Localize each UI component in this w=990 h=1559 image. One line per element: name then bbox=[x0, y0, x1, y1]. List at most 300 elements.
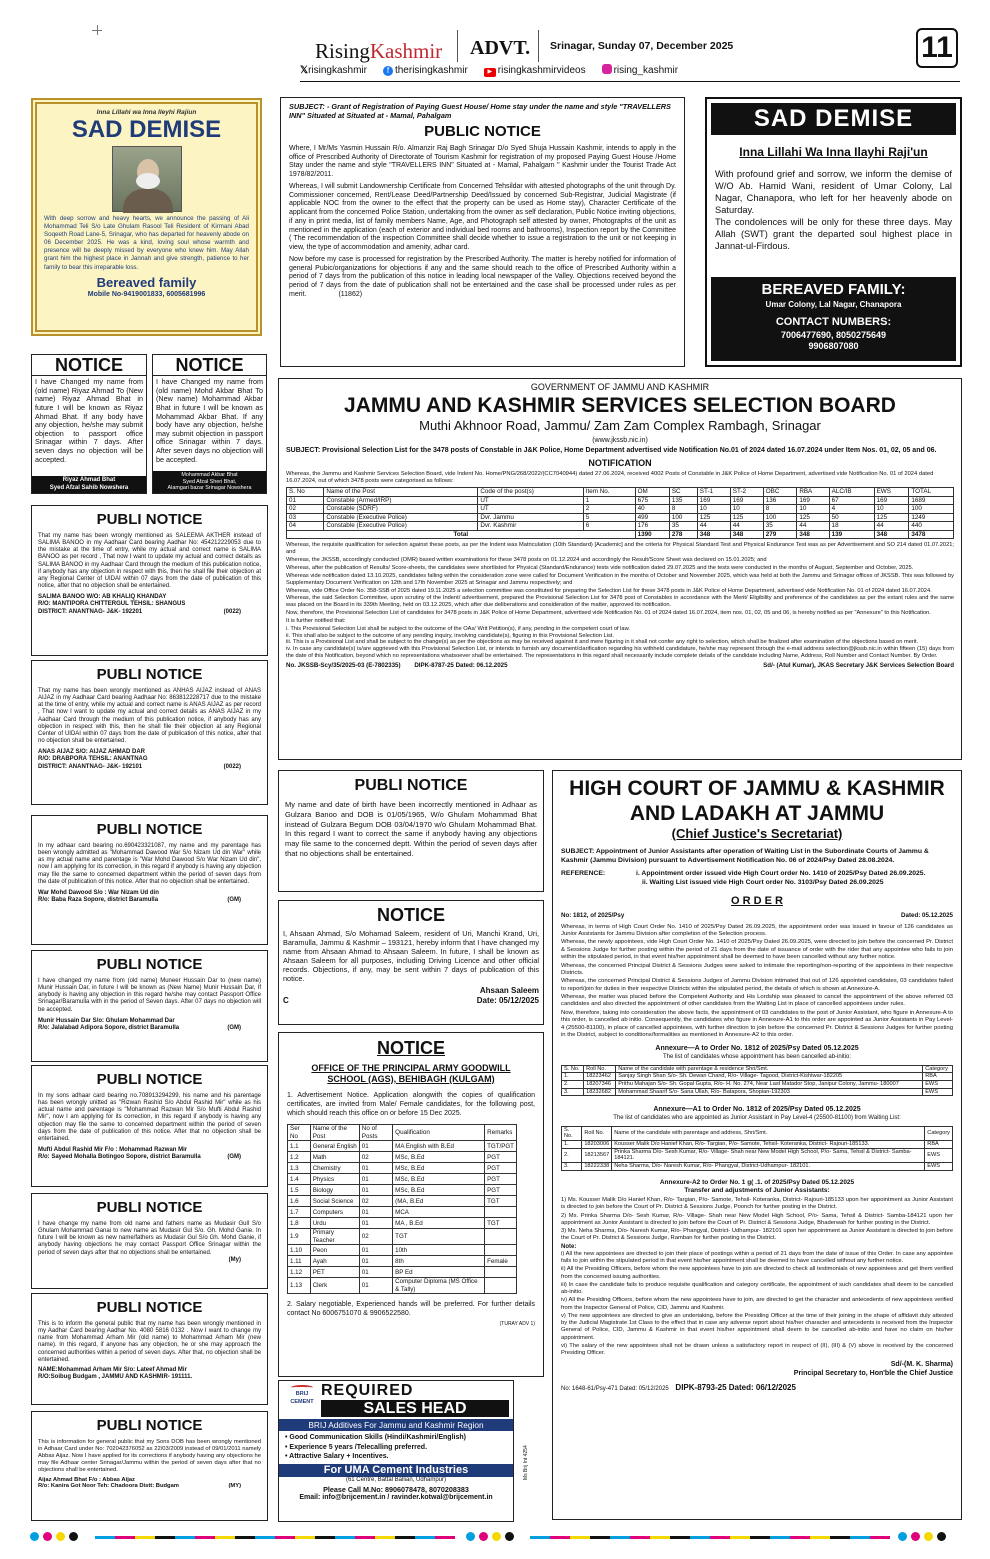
table-cell bbox=[485, 1245, 517, 1256]
logo-rising: Rising bbox=[315, 39, 370, 63]
mobile-numbers: Mobile No-9419001833, 6005681996 bbox=[87, 290, 206, 298]
table-cell: Peon bbox=[310, 1245, 359, 1256]
table-cell: 10th bbox=[393, 1245, 485, 1256]
table-cell: 169 bbox=[874, 496, 909, 505]
bereaved-family: Bereaved family bbox=[96, 274, 197, 290]
table-row bbox=[288, 1141, 517, 1152]
table-header-cell: Name of the candidate with parentage & residence Shri/Smt. bbox=[616, 1065, 923, 1073]
table-row bbox=[288, 1152, 517, 1163]
list-item: v) The new appointees are directed to give an undertaking, before the Presiding Officer at the time of their joining in the shape of affidavit duly attested by the Judicial Magistrate 1st Class to the effect that in case any adverse report about his/her character and antecedents is received from the Inspector General of Police, CID, Jammu & Kashmir in that event his/her appointment shall deem to be cancelled ab-initio and have no claim on his/her appointment. bbox=[561, 1312, 953, 1341]
bereaved-block bbox=[711, 277, 956, 361]
dateline: Srinagar, Sunday 07, December 2025 bbox=[550, 40, 734, 52]
table-row bbox=[562, 1088, 953, 1096]
table-cell: 44 bbox=[730, 522, 763, 531]
notice-body: That my name has been wrongly mentioned as SALEEMA AKTHER instead of SALIMA BANOO in my Aadhaar Card bearing Aadhar No: 454212229053 due to the mistake at the time of entry, while my actual and correct name is SALIMA BANOO as per record , That now I want to update my actual and correct details as SALIMA BANOO in my Aadhaar Card through the medium of this publication notice, if anybody has any objection in respect with this, then he shall file their objection at any Regional Center of UIDAI within 07 days from the date of publication of this notice, after that no objection shall be entertained. bbox=[38, 532, 261, 590]
table-header-cell: Name of the candidate with parentage and address, Shri/Smt. bbox=[612, 1126, 925, 1140]
table-cell: 10 bbox=[697, 505, 730, 514]
notice-title: PUBLI NOTICE bbox=[96, 1071, 203, 1088]
table-cell: 02 bbox=[359, 1196, 392, 1207]
deceased-photo bbox=[112, 146, 182, 212]
reg-mark-k bbox=[505, 1532, 514, 1541]
table-cell: 1. bbox=[562, 1141, 582, 1149]
notice-title: PUBLI NOTICE bbox=[96, 1417, 203, 1434]
table-cell: TGT/PGT bbox=[485, 1141, 517, 1152]
notice-body: That my name has been wrongly mentioned as ANHAS AIJAZ instead of ANAS AIJAZ in my Aadhaar Card bearing Aadhaar No: 863812228717 due to the mistake at the time of entry, while my actual and correct name is ANAS AIJAZ as per record , That now I want to update my actual and correct details as ANAS AIJAZ in my Aadhaar Card through the medium of this publication notice, if anybody has any objection in respect with this, then he shall file their objection at any Regional Center of UIDAI within 07 days from the date of publication of this notice, after that no objection shall be entertained. bbox=[38, 687, 261, 745]
table-cell: 125 bbox=[797, 513, 829, 522]
ags-notice bbox=[278, 1032, 544, 1377]
table-row bbox=[288, 1218, 517, 1229]
table-cell: 1.12 bbox=[288, 1267, 311, 1278]
publi-notice-3 bbox=[31, 815, 268, 945]
table-header-cell: TOTAL bbox=[909, 488, 954, 497]
table-header-cell: S. No bbox=[287, 488, 324, 497]
court-subtitle: (Chief Justice's Secretariat) bbox=[671, 826, 843, 841]
board-website[interactable]: (www.jkssb.nic.in) bbox=[592, 436, 648, 444]
table-cell: 1.6 bbox=[288, 1196, 311, 1207]
table-cell: 8 bbox=[669, 505, 697, 514]
registration-marks-left bbox=[30, 1532, 90, 1544]
table-cell: Total bbox=[287, 530, 636, 539]
table-cell: 4 bbox=[829, 505, 874, 514]
notice-title: PUBLI NOTICE bbox=[96, 1299, 203, 1316]
table-header-cell: No of Posts bbox=[359, 1125, 392, 1141]
table-cell: 1.9 bbox=[288, 1229, 311, 1245]
table-cell: 125 bbox=[730, 513, 763, 522]
table-row bbox=[562, 1148, 953, 1162]
table-cell: Chemistry bbox=[310, 1163, 359, 1174]
table-header-cell: S. No. bbox=[562, 1126, 582, 1140]
table-cell: UT bbox=[478, 496, 583, 505]
table-cell: Prithu Mahajan S/o- Sh. Gopal Gupta, R/o- H. No. 274, Near Last Matador Stop, Janipur Colony, Jammu- 180007 bbox=[616, 1080, 923, 1088]
reg-mark-y bbox=[924, 1532, 933, 1541]
table-cell: BP Ed bbox=[393, 1267, 485, 1278]
sad-demise-body: With deep sorrow and heavy hearts, we announce the passing of Ali Mohammad Teli S/o Late Ghulam Rasool Teli Resident of Kirmani Abad Soqeeth Road Lane-5, Srinagar, who has departed for heavenly abode on 06 December 2025. He was a kind, loving soul whose warmth and presence will be deeply missed by everyone who knew him. May Allah grant him the highest place in Jannah and give strength, patience to her family to bear this irreparable loss. bbox=[44, 215, 249, 271]
table-cell: Computer Diploma (MS Office & Tally) bbox=[393, 1278, 485, 1294]
order-no-line: No: 1812, of 2025/Psy Dated: 05.12.2025 bbox=[561, 911, 953, 919]
divider bbox=[457, 30, 458, 62]
table-cell: 1 bbox=[583, 496, 635, 505]
table-cell: TGT bbox=[485, 1218, 517, 1229]
list-item: • Attractive Salary + Incentives. bbox=[285, 1453, 389, 1461]
notice-body: In my adhaar card bearing no.690423321087, my name and my parentage has been wrongly admitted as "Mohammad Dawood War S/o Nizam Ud din War" while as my actual name and parentage is "War Mohd Dawood S/o War Nizam Ud din", now I am applying for its correction, in this regard if anybody is having any objection may file the same to concerned department within the period of seven days from the date of publication of this notice. After that no objection shall be entertained. bbox=[38, 842, 261, 885]
person-beard bbox=[136, 173, 160, 189]
table-cell: 01 bbox=[359, 1163, 392, 1174]
footer-line: No. JKSSB-Scy/35/2025-03 (E-7802335) DIPK-8787-25 Dated: 06.12.2025 Sd/- (Atul Kumar), JKAS Secretary J&K Services Selection Board bbox=[286, 661, 954, 669]
dua-line: Inna Lillahi wa Inna Ileyhi Rajiun bbox=[96, 109, 197, 116]
table-cell: 18203006 bbox=[582, 1141, 612, 1149]
notice-body: This is to inform the general public that my name has been wrongly mentioned in my Aadhar Card bearing Aadhar No. 4080 5816 0132 . Now I want to change my name from Mohammad Arham Mir (old name) to Mohammad Arham Mir (new name). In this regard, if anyone has any objection, he or she may approach the concerned authorities within a period of seven days. After that, no objection shall be entertained. bbox=[38, 1320, 261, 1363]
annexure-a2-sub: Transfer and adjustments of Junior Assistants: bbox=[684, 1186, 830, 1194]
table-cell: 35 bbox=[669, 522, 697, 531]
paragraph: Whereas, the JKSSB, accordingly conducted (OMR) based written examinations for these 3478 posts on 01.12.2024 and accordingly the Result/Score Sheet was declared on 15.01.2025; and bbox=[286, 557, 767, 564]
paragraph: It is further notified that: bbox=[286, 617, 346, 624]
publi-notice-4 bbox=[31, 950, 268, 1062]
person-body bbox=[123, 189, 173, 213]
notice-body: I have changed my name from (old name) Muneer Hussain Dar to (new name) Munir Hussain Dar, in future I will be known as (New Name) Munir Hussain Dar, If anybody is having any objection in this regard he/she may contact Passport Office Srinagar/Baramulla with in the period of Seven days. After 07 days no objection will be accepted. bbox=[38, 977, 261, 1013]
table-cell: 01 bbox=[359, 1207, 392, 1218]
notice-ahsaan bbox=[278, 900, 544, 1025]
paragraph: Whereas, the requisite qualification for selection against these posts, as per the Indent was Matriculation (10th Standard) [Academic] and the criteria for Physical Standard Test and Physical Endurance Test was as per Advertisement and SO 214 dated 01.07.2021; and bbox=[286, 542, 954, 556]
table-cell: 03 bbox=[287, 513, 324, 522]
divider bbox=[538, 30, 539, 62]
list-item: i) All the new appointees are directed to join their place of postings within a period of 21 days from the date of issue of this Order. In case any appointee fails to join within the stipulated period in that event his/her appointment shall be deemed to have cancelled without any further notice. bbox=[561, 1251, 953, 1265]
intro: Whereas, the Jammu and Kashmir Services Selection Board, vide Indent No. Home/PNG/268/2022/(CC7040944) dated 27.06.2024, received 4002 Posts of Constable in J&K Police of Home Department, advertised vide Notification No. 01 of 2024 dated 16.07.2024, out of which 3478 posts were categorised as follows: bbox=[286, 471, 934, 485]
table-cell: (MA, B.Ed bbox=[393, 1196, 485, 1207]
publi-notice-5 bbox=[31, 1065, 268, 1187]
list-item: iv) All the Presiding Officers, before whom the new appointees have to join, are directed to get the character and antecedents of new appointees verified from the Inspector General of Police, CID, Jammu and Kashmir. bbox=[561, 1297, 953, 1311]
list-item: vi) The salary of the new appointees shall not be drawn unless a satisfactory report in respect of (II), (III) & (V) above is received by the concerned Presiding Officer. bbox=[561, 1342, 953, 1357]
annexure-a1-title: Annexure—A1 to Order No. 1812 of 2025/Psy Dated 05.12.2025 bbox=[653, 1106, 861, 1114]
paragraph: Whereas, vide Office Order No. 358-SSB of 2025 dated 19.11.2025 a selection committee was constituted for preparing the Selection List for these 3478 posts in J&K Police of Home Department, advertised vide Notification No. 01 of 2024 dated 16.07.2024. bbox=[286, 587, 932, 594]
notice-title: PUBLI NOTICE bbox=[96, 1199, 203, 1216]
publi-notice-7 bbox=[31, 1293, 268, 1405]
table-header-cell: OBC bbox=[763, 488, 797, 497]
reference-label: REFERENCE: bbox=[561, 870, 606, 878]
subject: SUBJECT: Provisional Selection List for the 3478 posts of Constable in J&K Police, Home Department advertised vide Notification No.01 of 2024 dated 16.07.2024 under Item Nos. 01, 02, 05 and 06. bbox=[286, 447, 937, 455]
table-cell: 440 bbox=[909, 522, 954, 531]
table-header-cell: ST-1 bbox=[697, 488, 730, 497]
table-cell: 1249 bbox=[909, 513, 954, 522]
paragraph: Whereas, in terms of High Court Order No. 1410 of 2025/Psy Dated 26.09.2025, the appointment order was issued in favour of 126 candidates as Junior Assistants for Jammu Division after completion of the Selection process. bbox=[561, 923, 953, 938]
table-cell: Math bbox=[310, 1152, 359, 1163]
table-cell: 1.2 bbox=[288, 1152, 311, 1163]
registration-marks-right bbox=[898, 1532, 958, 1544]
table-cell: PGT bbox=[485, 1174, 517, 1185]
table-header bbox=[287, 488, 954, 497]
table-cell: 35 bbox=[763, 522, 797, 531]
list-item: • Good Communication Skills (Hindi/Kashmiri/English) bbox=[285, 1434, 466, 1442]
table-cell: MSc, B.Ed bbox=[393, 1185, 485, 1196]
table-cell: EWS bbox=[923, 1080, 953, 1088]
table-cell: 1.4 bbox=[288, 1174, 311, 1185]
table-row bbox=[288, 1174, 517, 1185]
table-header-cell: Roll No. bbox=[584, 1065, 616, 1073]
reg-mark-k bbox=[69, 1532, 78, 1541]
notice-para-1: Where, I Mr/Ms Yasmin Hussain R/o. Almanzir Raj Bagh Srinagar D/o Syed Shuja Hussain Kashmir, intends to apply in the office of Prescribed Authority of Directorate of Tourism Kashmir for registration of my proposed Paying Guest House /Home Stay under the name and style "TRAVELLERS INN" Situated at - Mamal, Pahalgam " Kashmir under the Tourist Trade Act 1978/82/2011. bbox=[289, 144, 676, 179]
table-cell: 18223462 bbox=[584, 1073, 616, 1081]
notice-body: I, Ahsaan Ahmad, S/o Mohamad Saleem, resident of Uri, Manchi Krand, Uri, Baramulla, Jammu & Kashmir – 193121, hereby inform that I have changed my name from Ahsaan Ahmad to Ahsaan Saleem. In future, I shall be known as Ahsaan Saleem for all purposes, including Driving Licence and other official records. Objections, if any, may be sent within 7 days of publication of this notice. bbox=[283, 928, 539, 984]
table-cell: 10 bbox=[797, 505, 829, 514]
page-number: 11 bbox=[916, 28, 958, 68]
notice-title: PUBLIC NOTICE bbox=[424, 123, 541, 141]
gov-line: GOVERNMENT OF JAMMU AND KASHMIR bbox=[530, 382, 710, 392]
list-item: 2) Ms. Prinka Sharma D/o- Sesh Kumar, R/o- Village- Shah near New Model High School, P/o- Sama, Tehsil & District- Samba-184121 upon her appointment as Junior Assistant is directed to join before the Court of Pr. District & Sessions Judge, Bhaderwah for further posting in the District. bbox=[561, 1212, 953, 1226]
reg-mark-c bbox=[898, 1532, 907, 1541]
table-cell: 18222338 bbox=[582, 1163, 612, 1171]
social-facebook[interactable]: f therisingkashmir bbox=[383, 65, 468, 78]
table-header-cell: Name of the Post bbox=[324, 488, 478, 497]
table-header-cell: ALC/IB bbox=[829, 488, 874, 497]
list-item: iv. In case any candidate(s) is/are aggrieved with this Provisional Selection List, or intends to furnish any document/clarification regarding his withheld candidature, he/she may represent through the e-mail address selection@jkssb.nic.in within fifteen (15) days from the date of this Notification, beyond which no representations whatsoever shall be entertained. The representations in this regard shall necessarily include complete details of the candidate including Name, Address, Roll Number and Contact Number. By Order. bbox=[286, 646, 954, 660]
table-cell: Ayah bbox=[310, 1256, 359, 1267]
notice-signature: SALIMA BANOO W/O: AB KHALIQ KHANDAY R/O: MANTIPORA CHITTERGUL TEHSIL: SHANGUS DISTRICT: ANANTNAG- J&K- 192201 (0022) bbox=[38, 594, 241, 615]
table-cell: 18232682 bbox=[584, 1088, 616, 1096]
section-label: ADVT. bbox=[470, 37, 531, 59]
email[interactable]: Email: info@brijcement.in / ravinder.kotwal@brijcement.in bbox=[299, 1493, 493, 1501]
notification-heading: NOTIFICATION bbox=[588, 458, 652, 468]
table-cell: 3. bbox=[562, 1163, 582, 1171]
table-cell: 348 bbox=[874, 530, 909, 539]
notice-title: NOTICE bbox=[32, 355, 146, 376]
table-cell: 1.7 bbox=[288, 1207, 311, 1218]
signatory: Principal Secretary to, Hon'ble the Chief Justice bbox=[793, 1370, 953, 1378]
notice-body: This is information for general public that my Sons DOB has been wrongly mentioned in Adhaar Card under No: 702042376052 as 22/03/2009 instead of 09/01/2011 namely Abbas Aijaz. Now I have applied for its corrections if anybody having any objections he may file Adhaar center Srinagar/Jammu within the period of seven days after that no objections shall be entertained. bbox=[38, 1438, 261, 1473]
paragraph: Whereas, the concerned Principal District & Sessions Judges of Jammu Division intimated that out of 126 appointed candidates, 03 candidates failed to report/join for duties in their respective Districts within the stipulated period, the details of which is shown at Annexure-A. bbox=[561, 978, 953, 992]
notice-title: PUBLI NOTICE bbox=[96, 956, 203, 973]
table-cell: 1.1 bbox=[288, 1141, 311, 1152]
note-label: Note: bbox=[561, 1243, 577, 1250]
table-header-cell: Code of the post(s) bbox=[478, 488, 583, 497]
notice-body: I have change my name from old name and fathers name as Mudasir Gull S/o Ghulam Mohammad Ganai to new name as Mudasir Gul S/o. Gh. Mohd Ganie. In future I will be known as new name/fathers as Mudasir Gul S/o Gh. Mohd Ganie, if anybody having objections he may contact Passport Office Srinagar within the period of seven days after that no objections shall be entertained. bbox=[38, 1220, 261, 1256]
notice-signature: Mohammad Akbar Bhat Syed Afzal Sheri Bhat, Alamgari bazar Srinagar Nowshera bbox=[153, 471, 266, 493]
reference-2: ii. Waiting List issued vide High Court order No. 3103/Psy Dated 26.09.2025 bbox=[642, 878, 884, 886]
table-row bbox=[288, 1256, 517, 1267]
bereaved-title: BEREAVED FAMILY: bbox=[761, 281, 906, 298]
notice-subject: SUBJECT: - Grant of Registration of Paying Guest House/ Home stay under the name and style "TRAVELLERS INN" Situated at Situated at - Mamal, Pahalgam bbox=[289, 102, 671, 121]
table-header bbox=[288, 1125, 517, 1141]
table-row-total bbox=[287, 530, 954, 539]
notice-signature: War Mohd Dawood S/o : War Nizam Ud din R/o: Baba Raza Sopore, district Baramulla (GM) bbox=[38, 889, 241, 904]
sad-demise-para-2: The condolences will be only for these three days. May Allah (SWT) grant the departed soul highest place in Jannat-ul-Firdous. bbox=[715, 217, 952, 252]
table-row bbox=[288, 1185, 517, 1196]
table-cell bbox=[485, 1278, 517, 1294]
table-cell: 139 bbox=[829, 530, 874, 539]
table-cell: 100 bbox=[763, 513, 797, 522]
office-name: OFFICE OF THE PRINCIPAL ARMY GOODWILL SCHOOL (AGS), BEHIBAGH (KULGAM) bbox=[311, 1062, 511, 1084]
notice-signature: Aijaz Ahmad Bhat F/o : Abbas Aijaz R/o: Kanira Got Noor Teh: Chadoora Distt: Budgam (MY) bbox=[38, 1476, 241, 1490]
posts-table bbox=[286, 487, 954, 539]
table-cell: Dvr. Jammu bbox=[478, 513, 583, 522]
table-cell: 3. bbox=[562, 1088, 584, 1096]
table-header-cell: Remarks bbox=[485, 1125, 517, 1141]
subject: SUBJECT: Appointment of Junior Assistants after operation of Waiting List in the Subordinate Courts of Jammu & Kashmir (Jammu Division) pursuant to Advertisement Notification No. 06 of 2024/Psy Dated 28.08.2024. bbox=[561, 848, 929, 864]
table-cell bbox=[485, 1267, 517, 1278]
table-cell: 2. bbox=[562, 1148, 582, 1162]
reference-1: i. Appointment order issued vide High Court order No. 1410 of 2025/Psy Dated 26.09.2025. bbox=[636, 870, 926, 878]
table-cell: Constable (Executive Police) bbox=[324, 522, 478, 531]
table-row bbox=[288, 1278, 517, 1294]
table-cell: PGT bbox=[485, 1185, 517, 1196]
annexure-a1-sub: The list of candidates who are appointed as Junior Assistant in Pay Level-4 (25500-81100) from Waiting List: bbox=[613, 1115, 901, 1122]
table-cell: PGT bbox=[485, 1163, 517, 1174]
table-cell: 1.13 bbox=[288, 1278, 311, 1294]
table-cell: 40 bbox=[635, 505, 669, 514]
table-cell: 1.5 bbox=[288, 1185, 311, 1196]
reg-mark-c bbox=[466, 1532, 475, 1541]
notice-title: NOTICE bbox=[376, 905, 445, 925]
notice-signature: NAME:Mohammad Arham Mir S/o: Lateef Ahmad Mir R/O:Soibug Budgam , JAMMU AND KASHMIR- 191111. bbox=[38, 1366, 193, 1381]
table-header-cell: ST-2 bbox=[730, 488, 763, 497]
table-cell: PGT bbox=[485, 1152, 517, 1163]
table-row bbox=[287, 505, 954, 514]
call-numbers[interactable]: Please Call M.No: 8906078478, 8070208383 bbox=[323, 1484, 469, 1494]
table-cell: Social Science bbox=[310, 1196, 359, 1207]
masthead bbox=[0, 0, 990, 84]
table-cell: 44 bbox=[797, 522, 829, 531]
table-header-cell: EWS bbox=[874, 488, 909, 497]
publi-notice-1 bbox=[31, 505, 268, 656]
table-cell: 1390 bbox=[635, 530, 669, 539]
table-row bbox=[562, 1073, 953, 1081]
table-cell: MSc, B.Ed bbox=[393, 1152, 485, 1163]
table-cell: Urdu bbox=[310, 1218, 359, 1229]
table-cell: 169 bbox=[797, 496, 829, 505]
social-x[interactable]: 𝕏risingkashmir bbox=[300, 64, 367, 76]
table-cell: 10 bbox=[730, 505, 763, 514]
table-cell: General English bbox=[310, 1141, 359, 1152]
notice-title: NOTICE bbox=[153, 355, 266, 376]
table-cell: 2. bbox=[562, 1080, 584, 1088]
sad-demise-right bbox=[705, 97, 962, 367]
annexure-a-title: Annexure—A to Order No. 1812 of 2025/Psy Dated 05.12.2025 bbox=[655, 1045, 859, 1053]
reg-mark-m bbox=[43, 1532, 52, 1541]
table-row bbox=[288, 1163, 517, 1174]
paying-guest-public-notice bbox=[280, 97, 685, 367]
list-item: • Experience 5 years /Telecalling preferred. bbox=[285, 1443, 428, 1451]
list-item: i. This Provisional Selection List shall be subject to the outcome of the OAs/ Writ Petition(s), if any, pending in the competent court of law. bbox=[286, 625, 630, 632]
facebook-icon: f bbox=[383, 66, 393, 76]
social-youtube[interactable]: ▶ risingkashmirvideos bbox=[484, 65, 586, 78]
publi-notice-2 bbox=[31, 660, 268, 805]
notice-body: I have Changed my name from (old name) Mohd Akbar Bhat To (New name) Mohammad Akbar Bhat in future I will be known as Mohammad Akbar Bhat. If any body have any objection, he/she may submit objection in passport office Srinagar within 7 days. After seven days no objection will be accepted. bbox=[156, 377, 263, 464]
list-item: ii) All the Presiding Officers, before whom the new appointees have to join are directed to check all testimonials of new appointees and get them verified from the concerned issuing authorities. bbox=[561, 1266, 953, 1280]
notice-body: In my sons adhaar card bearing no.708913294299, his name and his parentage has been wrongly unitted as "Rizwan Rashid S/o Abdul Rashid Mir" while as his actual name and parentage is "Mohammad Razwan Mir S/o Mufti Abdul Rashid Mir", now I am applying for its correction, in this regard if anybody is having any objection may file the same to concerned department within the period of seven days from the date of publication of this notice. After that no objection shall be entertained. bbox=[38, 1092, 261, 1142]
list-item: 1) Ms. Kousser Malik D/o Hanief Khan, R/o- Targian, P/o- Samote, Tehsil- Koteranka, District- Rajouri-185133 upon her appointment as Junior Assistant is directed to join before the Court of Pr. District & Sessions Judge, Poonch for further posting in the District. bbox=[561, 1197, 953, 1211]
table-cell: 01 bbox=[359, 1218, 392, 1229]
table-cell: 136 bbox=[763, 496, 797, 505]
social-bar bbox=[300, 64, 890, 78]
x-icon: 𝕏 bbox=[300, 64, 309, 76]
contact-phones-2: 9906807080 bbox=[808, 340, 859, 351]
table-row bbox=[287, 522, 954, 531]
paragraph: Whereas vide notification dated 13.10.2025, candidates falling within the consideration zone were called for Document Verification in the months of October and November 2025, which was held at both the Jammu and Srinagar offices of JKSSB. This was followed by Supplementary Document Verification on 12th and 17th November 2025 at Srinagar and Jammu respectively; and bbox=[286, 572, 954, 586]
company-name: For UMA Cement Industries bbox=[279, 1464, 513, 1478]
table-cell: Female bbox=[485, 1256, 517, 1267]
table-row bbox=[288, 1207, 517, 1218]
sad-demise-title: SAD DEMISE bbox=[711, 103, 956, 135]
table-cell: 8th bbox=[393, 1256, 485, 1267]
table-cell: MA English with B.Ed bbox=[393, 1141, 485, 1152]
paragraph: Now, therefore, taking into consideration the above facts, the appointment of 03 candidates to the post of Junior Assistant, who figure in Annexure-A to this order, is cancelled ab initio. Consequently, the candidates who figure in Annexure-A1 to this order are appointed as Junior Assistants in Pay Level-4 (25500-81100), in place of cancelled appointees, with further direction to join before the concerned Pr. District & Sessions Judges for further posting in the District, subject to conditions/formalities as mentioned in Annexure-A2 to this order. bbox=[561, 1009, 953, 1038]
table-cell: Kousser Malik D/o Hanief Khan, R/o- Targian, P/o- Samote, Tehsil- Koteranka, District- Rajouri-185133. bbox=[612, 1141, 925, 1149]
notice-title: PUBLI NOTICE bbox=[354, 777, 468, 794]
table-cell: MA , B.Ed bbox=[393, 1218, 485, 1229]
table-cell: Dvr. Kashmir bbox=[478, 522, 583, 531]
sad-demise-title: SAD DEMISE bbox=[71, 116, 222, 144]
table-cell: 18 bbox=[829, 522, 874, 531]
table-row bbox=[287, 496, 954, 505]
table-cell: 125 bbox=[874, 513, 909, 522]
table-cell: MCA bbox=[393, 1207, 485, 1218]
table-header-cell: Name of the Post bbox=[310, 1125, 359, 1141]
table-cell: 02 bbox=[359, 1152, 392, 1163]
logo-kashmir: Kashmir bbox=[369, 39, 443, 63]
table-cell: 67 bbox=[829, 496, 874, 505]
sad-demise-para-1: With profound grief and sorrow, we inform the demise of W/O Ab. Hamid Wani, resident of Umar Colony, Lal Nagar, Chanapora, who left for her heavenly abode on Saturday. bbox=[715, 169, 952, 216]
table-cell: 6 bbox=[583, 522, 635, 531]
bereaved-address: Umar Colony, Lal Nagar, Chanapora bbox=[765, 299, 902, 309]
paragraph: Whereas, the concerned Principal District & Sessions Judges were asked to intimate the reporting/non-reporting of the appointees in their respective Districts. bbox=[561, 962, 953, 976]
table-header-cell: RBA bbox=[797, 488, 829, 497]
table-header-cell: Category bbox=[925, 1126, 953, 1140]
table-cell: 01 bbox=[359, 1267, 392, 1278]
table-cell: 169 bbox=[697, 496, 730, 505]
order-heading: O R D E R bbox=[731, 895, 783, 908]
table-header-cell: S. No. bbox=[562, 1065, 584, 1073]
table-cell: 01 bbox=[359, 1245, 392, 1256]
crop-mark-v bbox=[97, 25, 98, 35]
table-cell: EWS bbox=[925, 1163, 953, 1171]
paragraph: Whereas, after the publication of Results/ Score-sheets, the candidates were shortlisted for Physical (Standard/Endurance) tests vide notification dated 29.07.2025 and the tests were conducted in the months of August, September and October, 2025. bbox=[286, 564, 914, 571]
table-cell: Constable (Executive Police) bbox=[324, 513, 478, 522]
registration-marks-center bbox=[466, 1532, 526, 1544]
table-cell: 348 bbox=[797, 530, 829, 539]
list-item: iii. This is a Provisional List and shall be subject to the change(s) as per the objections as may be received against it and mere figuring in it shall not confer any right to selection, which shall be finalized after examination of the objections based on merit. bbox=[286, 639, 919, 646]
table-cell: Clerk bbox=[310, 1278, 359, 1294]
reg-mark-c bbox=[30, 1532, 39, 1541]
notice-name: Ahsaan Saleem bbox=[479, 986, 539, 996]
sad-demise-left bbox=[31, 98, 262, 336]
table-row bbox=[288, 1267, 517, 1278]
table-cell: Mohammad Shaarif S/o- Sana Ullah, R/o- Batapora, Shopian-192303 bbox=[616, 1088, 923, 1096]
table-cell: 279 bbox=[763, 530, 797, 539]
color-bar-left bbox=[95, 1536, 455, 1539]
table-cell: 01 bbox=[287, 496, 324, 505]
role-title: SALES HEAD bbox=[321, 1400, 509, 1417]
table-header-cell: OM bbox=[635, 488, 669, 497]
table-cell: Computers bbox=[310, 1207, 359, 1218]
table-cell: 5 bbox=[583, 513, 635, 522]
table-cell: RBA bbox=[923, 1073, 953, 1081]
list-item: ii. This shall also be subject to the outcome of any pending inquiry, involving candidate(s), figuring in this Provisional Selection List. bbox=[286, 632, 614, 639]
notice-body: I have Changed my name from (old name) Riyaz Ahmad To (New name) Riyaz Ahmad Bhat in future I will be known as Riyaz Ahmad Bhat. If any body have any objection, he/she may submit objection to passport office Srinagar within 7 days. After seven days no objection will be accepted. bbox=[35, 377, 143, 464]
table-cell: Constable (Armed/IRP) bbox=[324, 496, 478, 505]
notice-title: NOTICE bbox=[376, 1038, 445, 1058]
publi-notice-8 bbox=[31, 1411, 268, 1521]
sd-line: Sd/-(M. K. Sharma) bbox=[890, 1361, 953, 1369]
table-cell: 18213567 bbox=[582, 1148, 612, 1162]
table-header bbox=[562, 1126, 953, 1140]
social-instagram[interactable]: rising_kashmir bbox=[602, 64, 678, 78]
table-cell: 100 bbox=[909, 505, 954, 514]
table-cell: 02 bbox=[359, 1229, 392, 1245]
instagram-icon bbox=[602, 64, 612, 74]
table-cell: 499 bbox=[635, 513, 669, 522]
table-header-cell: Qualification bbox=[393, 1125, 485, 1141]
table-row bbox=[288, 1229, 517, 1245]
table-cell: PET bbox=[310, 1267, 359, 1278]
reg-mark-k bbox=[937, 1532, 946, 1541]
table-cell: 01 bbox=[359, 1256, 392, 1267]
table-cell: 1.3 bbox=[288, 1163, 311, 1174]
table-cell: 02 bbox=[287, 505, 324, 514]
reg-mark-m bbox=[479, 1532, 488, 1541]
jkssb-notification bbox=[278, 378, 962, 760]
notice-signature: Munir Hussain Dar S/o: Ghulam Mohammad Dar R/o: Jalalabad Adipora Sopore, district Baramulla (GM) bbox=[38, 1017, 241, 1031]
advertisement-para: 1. Advertisement Notice. Application alongwith the copies of qualification certificates, are invited from Male/ Female candidates, for the following post, which should reach this office on or before 15 Dec 2025. bbox=[287, 1092, 535, 1118]
table-cell: Physics bbox=[310, 1174, 359, 1185]
table-row bbox=[288, 1196, 517, 1207]
paragraph: Whereas, the said Selection Committee, upon scrutiny of the Indent/ advertisement, prepared the Provisional Selection List for 3478 post of Constables in accordance with the Merit/ Eligibility and preference of the candidates as per the extant rules and the same was placed on the Board in its 339th Meeting, held on 03.12.2025, which after due deliberations and consideration of the matter, approved its notification. bbox=[286, 595, 954, 609]
notice-name-change-b bbox=[152, 354, 267, 494]
list-item: 3) Ms. Neha Sharma, D/o- Naresh Kumar, R/o- Phangyal, District- Udhampur- 182101 upon her appointment as Junior Assistant is directed to join before the Court of Pr. District & Sessions Judge, Ramban for further posting in the District. bbox=[561, 1228, 953, 1242]
table-cell: 3478 bbox=[909, 530, 954, 539]
table-cell bbox=[485, 1207, 517, 1218]
table-row bbox=[562, 1080, 953, 1088]
annexure-a-sub: The list of candidates whose appointment has been cancelled ab-initio: bbox=[662, 1054, 852, 1061]
table-cell: 125 bbox=[697, 513, 730, 522]
logo bbox=[315, 38, 442, 64]
